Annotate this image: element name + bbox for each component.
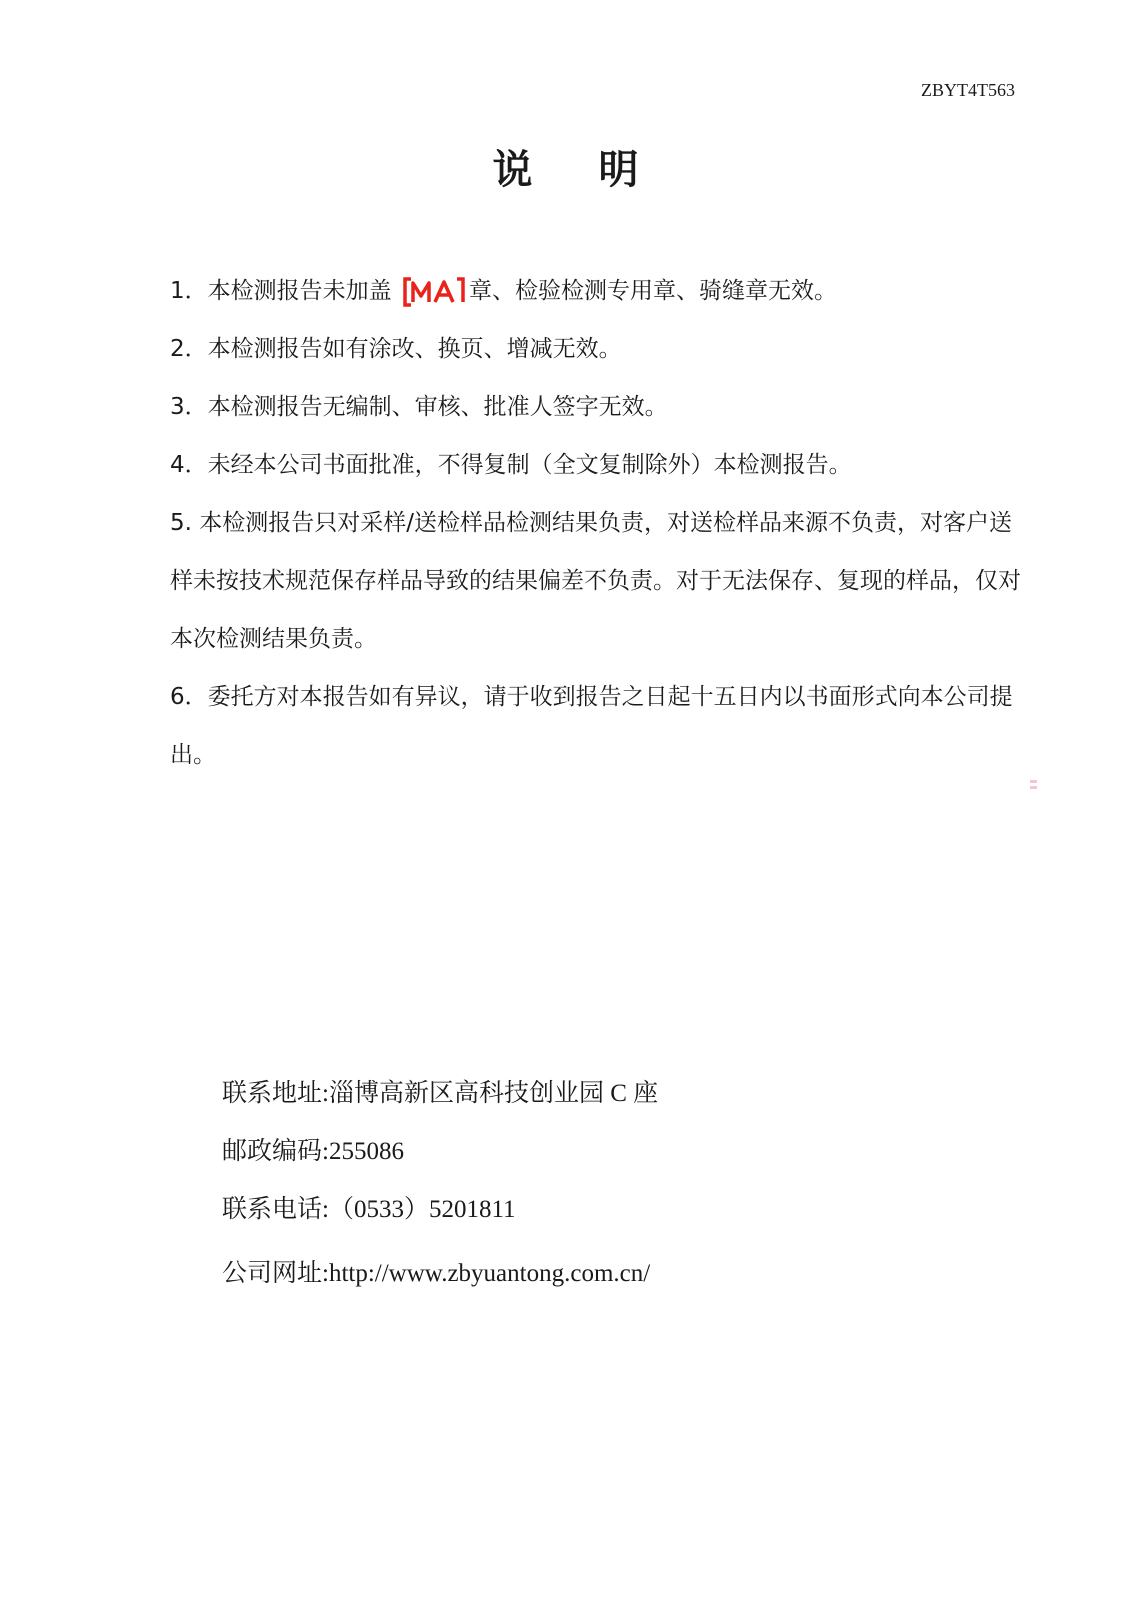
note-1-suffix: 章、检验检测专用章、骑缝章无效。 [468, 278, 837, 304]
contact-phone: 联系电话:（0533）5201811 [222, 1196, 516, 1223]
note-item-5: 5. 本检测报告只对采样/送检样品检测结果负责，对送检样品来源不负责，对客户送样未按技术规范保存样品导致的结果偏差不负责。对于无法保存、复现的样品，仅对本次检测结果负责。 [170, 510, 1021, 652]
contact-info [222, 1073, 658, 1311]
contact-website: 公司网址:http://www.zbyuantong.com.cn/ [222, 1260, 651, 1287]
note-item-1 [170, 262, 1030, 320]
contact-postcode: 邮政编码:255086 [222, 1138, 404, 1165]
note-item-2: 2．本检测报告如有涂改、换页、增减无效。 [170, 336, 622, 362]
page-edge-mark [1030, 778, 1037, 792]
note-1-prefix: 1．本检测报告未加盖 [170, 278, 399, 304]
cma-seal-icon [401, 276, 467, 308]
note-item-3: 3．本检测报告无编制、审核、批准人签字无效。 [170, 394, 668, 420]
notes-list [170, 262, 1030, 784]
contact-address: 联系地址:淄博高新区高科技创业园 C 座 [222, 1080, 659, 1107]
document-id: ZBYT4T563 [921, 80, 1015, 100]
page-title: 说 明 [492, 147, 665, 193]
note-item-6: 6．委托方对本报告如有异议，请于收到报告之日起十五日内以书面形式向本公司提出。 [170, 684, 1013, 768]
note-item-4: 4．未经本公司书面批准，不得复制（全文复制除外）本检测报告。 [170, 452, 852, 478]
